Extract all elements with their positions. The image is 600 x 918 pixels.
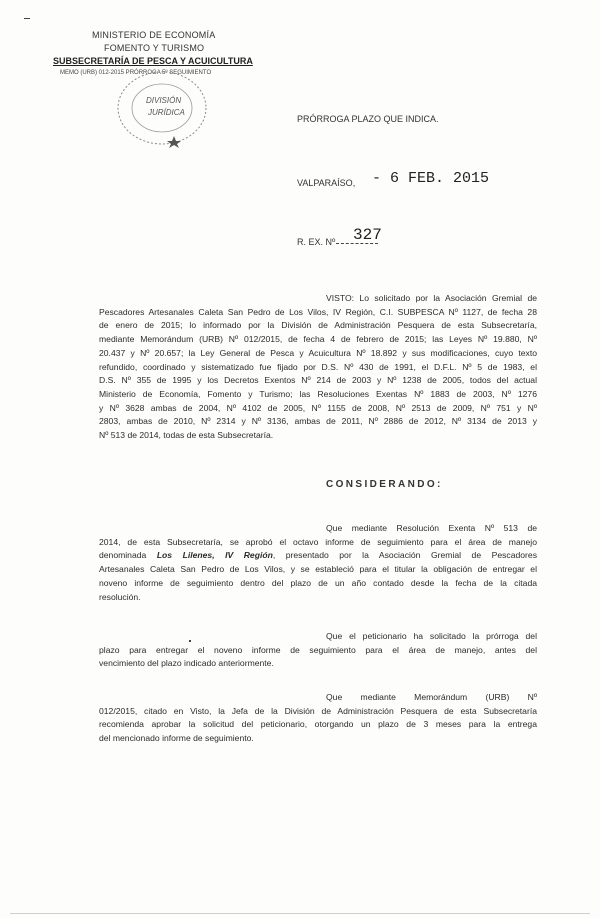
visto-line: de enero de 2015; lo informado por la División de Administración Pesquera de esta Subsecretaría, (99, 320, 537, 331)
considerando-line: Que mediante Memorándum (URB) Nº (326, 692, 537, 702)
area-name: Los Lilenes, IV Región (156, 550, 273, 561)
memo-reference: MEMO (URB) 012-2015 PRÓRROGA 5º SEGUIMIENTO (60, 70, 212, 76)
visto-line: Pescadores Artesanales Caleta San Pedro de Los Vilos, IV Región, C.I. SUBPESCA Nº 1127, de fecha 28 (99, 306, 537, 317)
visto-line: y Nº 3628 ambas de 2004, Nº 4102 de 2005, Nº 1155 de 2008, Nº 2513 de 2009, Nº 751 y Nº (99, 402, 537, 413)
seal-line-2: JURÍDICA (148, 108, 185, 117)
visto-line: 20.437 y Nº 20.657; la Ley General de Pesca y Acuicultura Nº 18.892 y sus modificaciones, cuyo texto (99, 347, 537, 358)
considerando-paragraph-1 (99, 522, 537, 604)
considerando-line: denominada Los Lilenes, IV Región, presentado por la Asociación Gremial de Pescadores (99, 550, 537, 561)
visto-line: D.S. Nº 355 de 1995 y los Decretos Exentos Nº 214 de 2003 y Nº 1238 de 2005, todos del actual (99, 375, 537, 386)
scan-speck (24, 18, 30, 19)
date-stamp: - 6 FEB. 2015 (372, 170, 490, 187)
subsecretaria-line: SUBSECRETARÍA DE PESCA Y ACUICULTURA (53, 56, 253, 66)
scan-speck (189, 640, 191, 642)
considerando-line: 012/2015, citado en Visto, la Jefa de la División de Administración Pesquera de esta Subsecretaría (99, 705, 537, 716)
visto-line: Nº 513 de 2014, todas de esta Subsecretaría. (99, 430, 274, 441)
visto-line: 2803, ambas de 2010, Nº 2314 y Nº 3136, ambas de 2011, Nº 2886 de 2012, Nº 3134 de 2013 y (99, 416, 537, 427)
considerando-line: Artesanales Caleta San Pedro de Los Vilos, y se estableció para el titular la obligación de entregar el (99, 564, 537, 575)
considerando-line: 2014, de esta Subsecretaría, se aprobó el octavo informe de seguimiento para el área de manejo (99, 536, 537, 547)
seal-outline (112, 66, 212, 148)
considerando-line: recomienda aprobar la solicitud del peticionario, otorgando un plazo de 3 meses para la entrega (99, 719, 537, 730)
considerando-line: plazo para entregar el noveno informe de seguimiento para el área de manejo, antes del (99, 644, 537, 655)
visto-line: refundido, coordinado y sistematizado fue fijado por D.S. Nº 430 de 1991, el D.F.L. Nº 5 de 1983, el (99, 361, 537, 372)
ministry-line-2: FOMENTO Y TURISMO (104, 43, 205, 53)
considerando-line: resolución. (99, 591, 141, 602)
considerando-line: del mencionado informe de seguimiento. (99, 733, 254, 744)
considerando-line: noveno informe de seguimiento dentro del plazo de un año contado desde la fecha de la citada (99, 577, 537, 588)
considerando-heading: CONSIDERANDO: (326, 479, 443, 490)
visto-line: VISTO: Lo solicitado por la Asociación Gremial de (326, 293, 537, 303)
place-label: VALPARAÍSO, (297, 178, 356, 188)
ministry-line-1: MINISTERIO DE ECONOMÍA (92, 30, 216, 40)
division-juridica-seal (112, 66, 212, 148)
seal-line-1: DIVISIÓN (146, 96, 182, 105)
considerando-line: Que mediante Resolución Exenta Nº 513 de (326, 523, 537, 533)
subject-line: PRÓRROGA PLAZO QUE INDICA. (297, 114, 439, 124)
visto-paragraph (99, 292, 537, 443)
visto-line: mediante Memorándum (URB) Nº 012/2015, de fecha 4 de febrero de 2015; las Leyes Nº 19.880, Nº (99, 334, 537, 345)
page-bottom-edge (10, 913, 590, 914)
considerando-line: vencimiento del plazo indicado anteriormente. (99, 658, 274, 669)
resolution-label: R. EX. Nº (297, 237, 336, 247)
considerando-paragraph-2 (99, 630, 537, 671)
resolution-number: 327 (353, 226, 382, 244)
considerando-line: Que el peticionario ha solicitado la prórroga del (326, 631, 537, 641)
considerando-paragraph-3 (99, 691, 537, 746)
visto-line: Ministerio de Economía, Fomento y Turismo; las Resoluciones Exentas Nº 1883 de 2003, Nº 1276 (99, 388, 537, 399)
